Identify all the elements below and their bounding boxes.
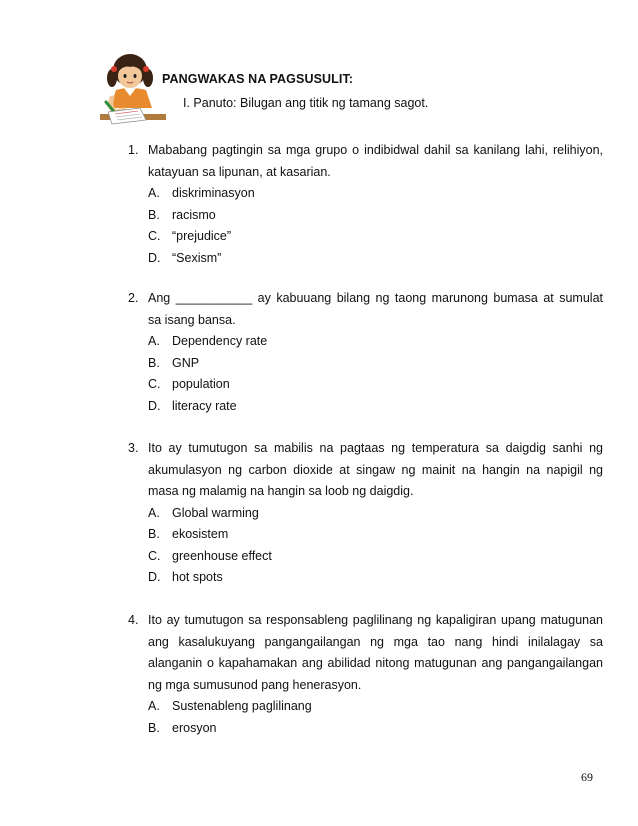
choice-letter: B.: [148, 207, 160, 222]
choice-d[interactable]: [148, 567, 603, 589]
choice-a[interactable]: [148, 696, 603, 718]
choice-text: greenhouse effect: [172, 548, 272, 563]
question-line: sa isang bansa.: [148, 312, 236, 327]
choice-a[interactable]: [148, 503, 603, 525]
choice-letter: B.: [148, 527, 160, 541]
student-writing-icon: [100, 50, 166, 130]
choice-b[interactable]: [148, 524, 603, 546]
choice-text: Sustenableng paglilinang: [172, 699, 312, 713]
question-line: Ang ___________ ay kabuuang bilang ng taong marunong bumasa at sumulat: [148, 291, 603, 305]
question-number: 1.: [128, 143, 139, 157]
choice-letter: B.: [148, 720, 160, 735]
choice-letter: A.: [148, 186, 160, 200]
choice-b[interactable]: [148, 205, 603, 227]
question-line: akumulasyon ng carbon dioxide at singaw ng mainit na hangin na napigil ng: [148, 462, 603, 477]
choice-b[interactable]: [148, 353, 603, 375]
choice-b[interactable]: [148, 718, 603, 740]
choice-letter: A.: [148, 699, 160, 713]
question-text: [148, 140, 603, 183]
question-2: [128, 288, 603, 417]
choice-text: “Sexism”: [172, 250, 222, 265]
choice-text: Global warming: [172, 505, 259, 520]
student-writing-illustration: [100, 50, 166, 130]
exam-instructions: I. Panuto: Bilugan ang titik ng tamang sagot.: [183, 96, 429, 110]
choice-text: population: [172, 377, 230, 391]
choice-a[interactable]: [148, 331, 603, 353]
question-line: alanganin o kapahamakan ang abilidad nitong matugunan ang pangangailangan: [148, 656, 603, 670]
question-1: [128, 140, 603, 269]
choice-d[interactable]: [148, 396, 603, 418]
question-line: Mababang pagtingin sa mga grupo o indibidwal dahil sa kanilang lahi, relihiyon,: [148, 143, 603, 157]
choice-letter: C.: [148, 229, 161, 243]
choice-text: erosyon: [172, 720, 217, 735]
choice-c[interactable]: [148, 546, 603, 568]
question-text: [148, 438, 603, 503]
question-number: 2.: [128, 291, 139, 305]
choice-text: ekosistem: [172, 527, 229, 541]
choice-letter: A.: [148, 505, 160, 520]
question-line: ang kasalukuyang pangangailangan ng mga tao nang hindi inilalagay sa: [148, 634, 603, 649]
question-3: [128, 438, 603, 589]
question-number: 4.: [128, 613, 139, 627]
choice-text: hot spots: [172, 570, 223, 584]
choice-a[interactable]: [148, 183, 603, 205]
question-line: masa ng malamig na hangin sa loob ng daigdig.: [148, 484, 414, 498]
choice-text: Dependency rate: [172, 334, 268, 348]
question-text: [148, 610, 603, 696]
choice-letter: C.: [148, 548, 161, 563]
choice-d[interactable]: [148, 248, 603, 270]
question-line: Ito ay tumutugon sa responsableng paglilinang ng kapaligiran upang matugunan: [148, 613, 603, 627]
choice-letter: D.: [148, 250, 161, 265]
page-number: 69: [581, 770, 593, 784]
question-line: Ito ay tumutugon sa mabilis na pagtaas ng temperatura sa daigdig sanhi ng: [148, 441, 603, 455]
question-text: [148, 288, 603, 331]
choice-letter: C.: [148, 377, 161, 391]
question-4: [128, 610, 603, 739]
choice-c[interactable]: [148, 374, 603, 396]
choice-letter: D.: [148, 398, 161, 413]
question-line: katayuan sa lipunan, at kasarian.: [148, 164, 331, 179]
choice-letter: B.: [148, 355, 160, 370]
choice-text: literacy rate: [172, 398, 237, 413]
choice-text: racismo: [172, 207, 216, 222]
question-line: ng mga sumusunod pang henerasyon.: [148, 677, 362, 692]
choice-letter: A.: [148, 334, 160, 348]
choice-letter: D.: [148, 570, 161, 584]
choice-text: “prejudice”: [172, 229, 232, 243]
choice-text: GNP: [172, 355, 200, 370]
choice-text: diskriminasyon: [172, 186, 255, 200]
question-number: 3.: [128, 441, 139, 455]
exam-title: PANGWAKAS NA PAGSUSULIT:: [162, 72, 354, 86]
choice-c[interactable]: [148, 226, 603, 248]
